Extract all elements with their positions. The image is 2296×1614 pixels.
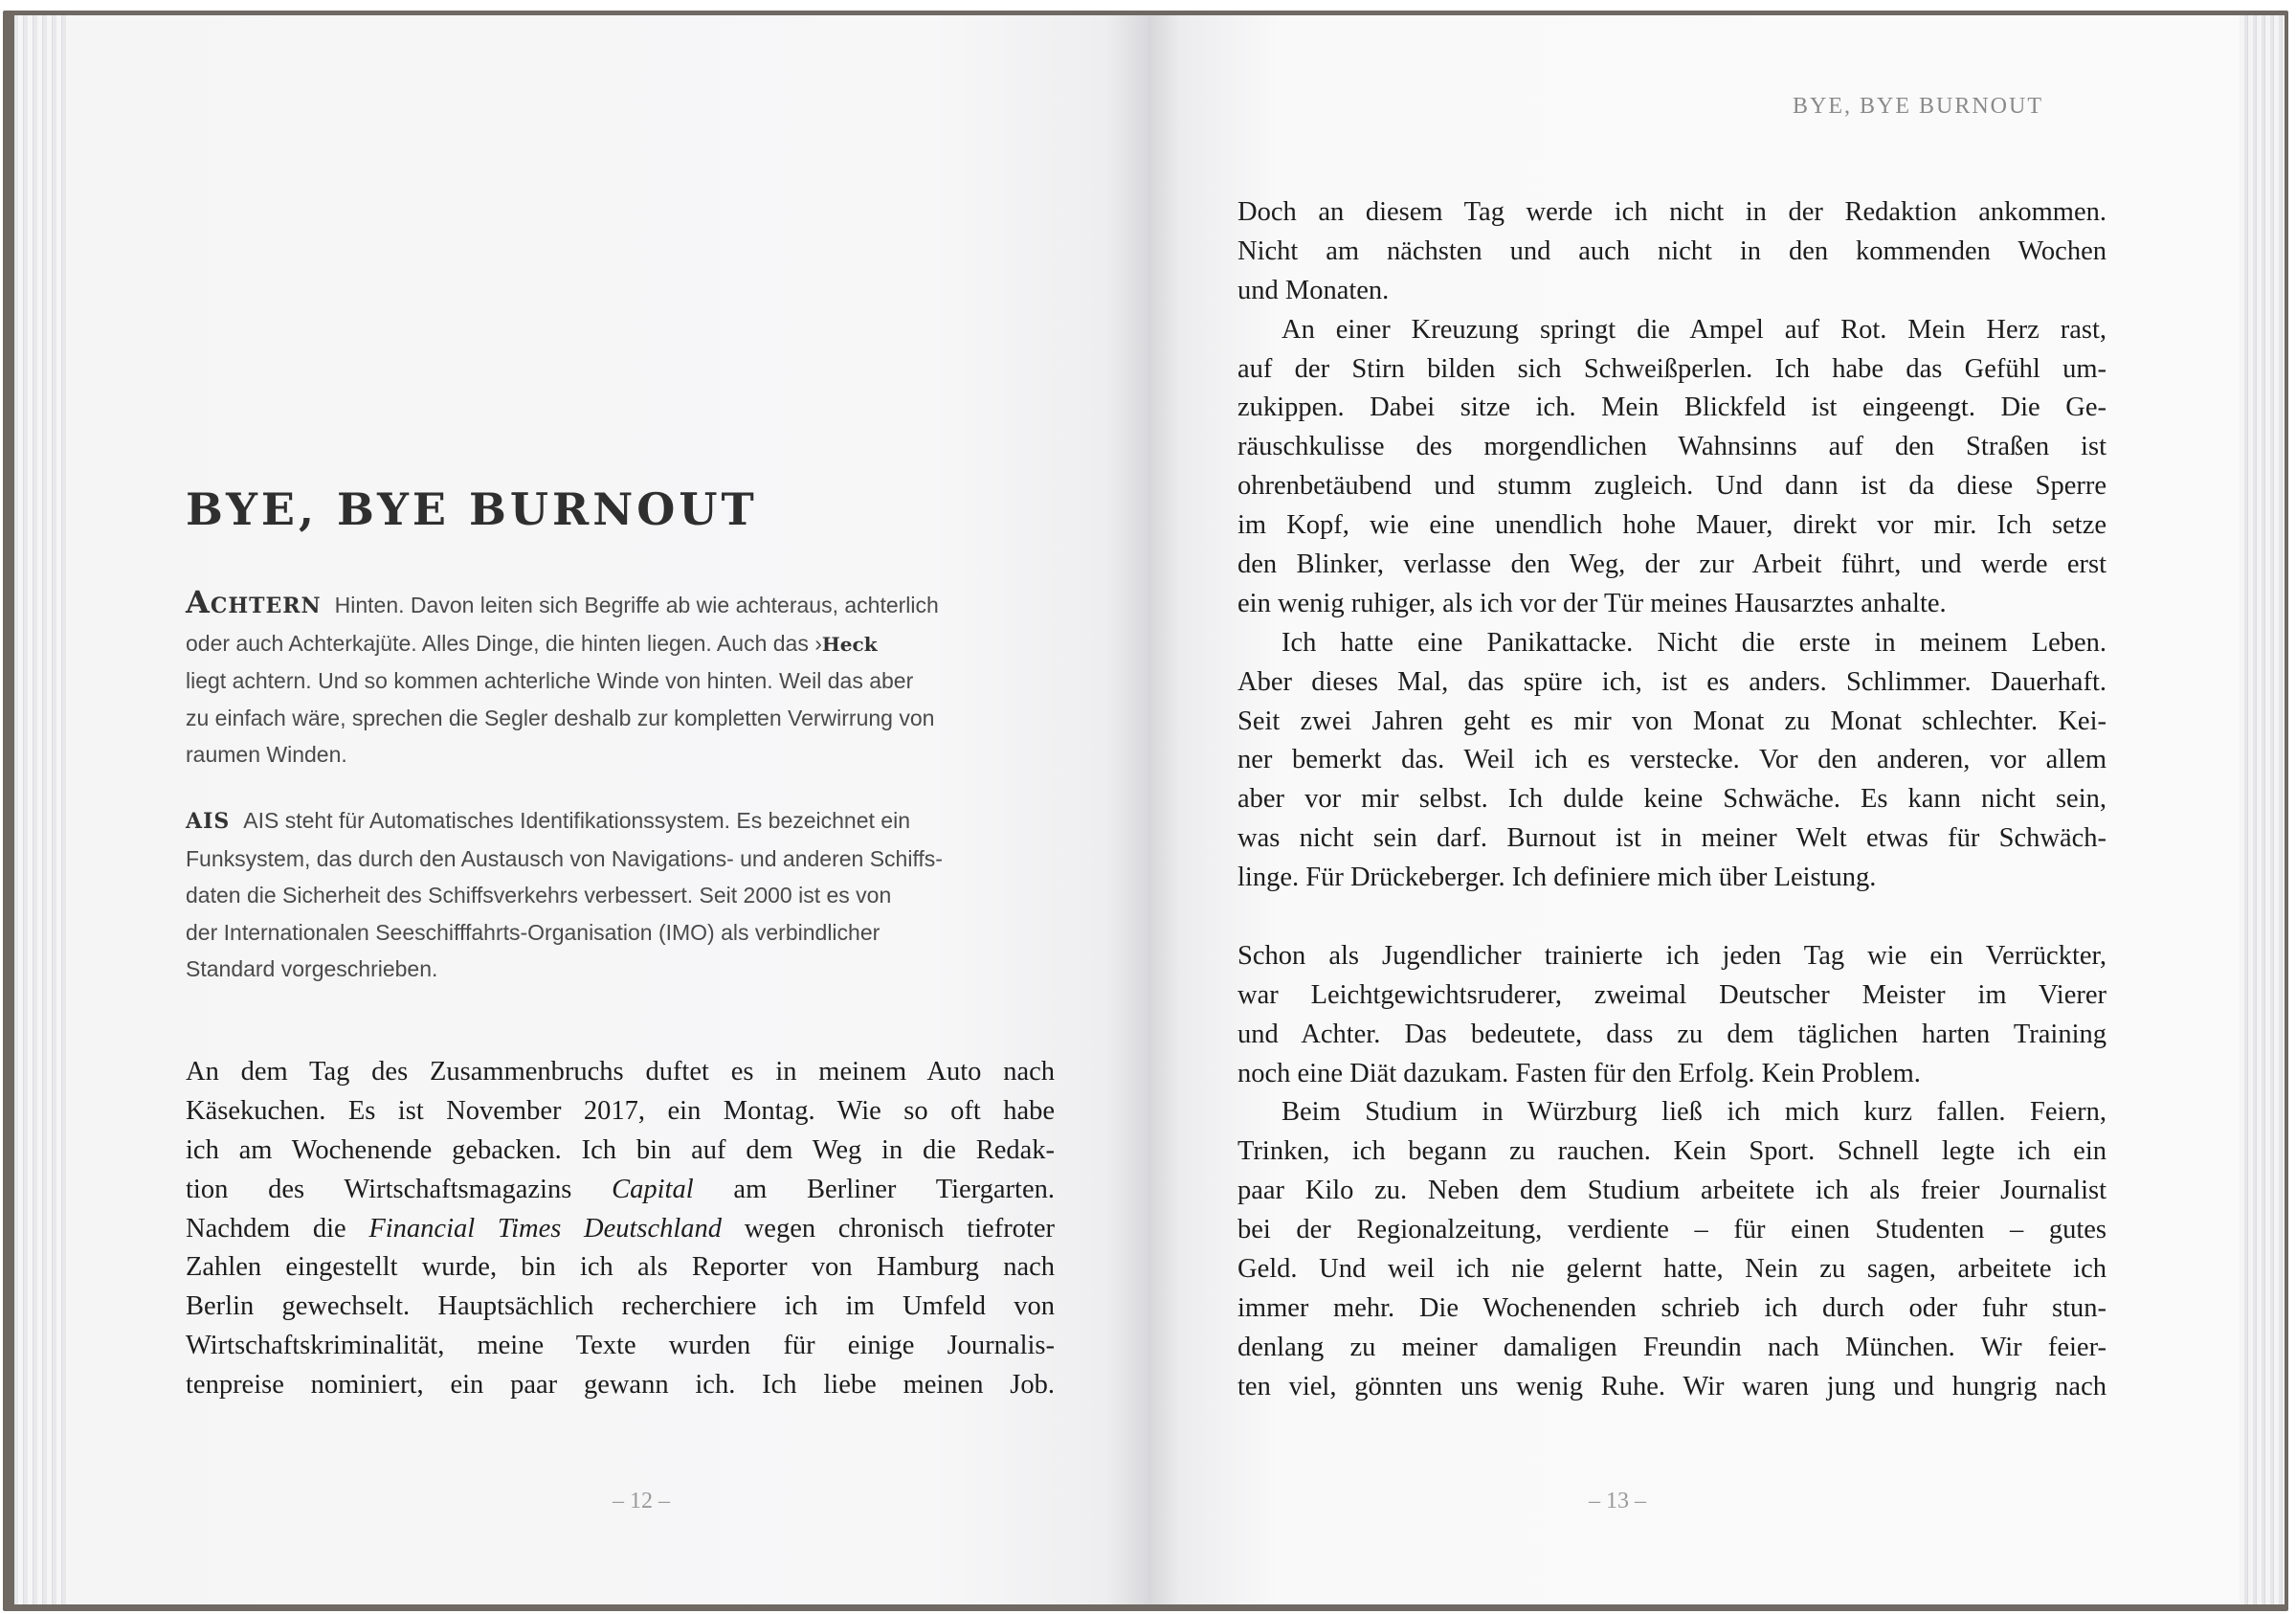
- text-line: ner bemerkt das. Weil ich es verstecke. Vor den anderen, vor allem: [1237, 745, 2107, 775]
- glossary-line: [186, 877, 1047, 914]
- text-line: Ich hatte eine Panikattacke. Nicht die erste in meinem Leben.: [1282, 627, 2107, 658]
- text-line: [186, 1327, 1055, 1366]
- text-line: auf der Stirn bilden sich Schweißperlen. Ich habe das Gefühl um-: [1237, 353, 2107, 384]
- glossary-text: AIS steht für Automatisches Identifikationssystem. Es bezeichnet ein: [243, 808, 910, 833]
- text-line: im Kopf, wie eine unendlich hohe Mauer, direkt vor mir. Ich setze: [1237, 510, 2107, 541]
- glossary-text: Funksystem, das durch den Austausch von Navigations- und anderen Schiffs-: [186, 845, 943, 871]
- text-line: ten viel, gönnten uns wenig Ruhe. Wir waren jung und hungrig nach: [1237, 1371, 2107, 1401]
- glossary-term: ACHTERN: [186, 584, 322, 620]
- glossary-line: [186, 951, 1047, 988]
- text-line: [186, 1366, 1055, 1405]
- text-line: [186, 1288, 1055, 1327]
- glossary-text: raumen Winden.: [186, 742, 347, 767]
- right-body-text: [1237, 193, 2107, 1407]
- glossary-line: [186, 700, 1047, 737]
- text-segment: wegen chronisch tiefroter: [722, 1213, 1055, 1244]
- text-line: den Blinker, verlasse den Weg, der zur Arbeit führt, und werde erst: [1237, 549, 2107, 580]
- glossary-text: Standard vorgeschrieben.: [186, 956, 438, 981]
- cross-reference: Heck: [821, 632, 878, 656]
- text-line: [186, 1210, 1055, 1249]
- glossary-text: liegt achtern. Und so kommen achterliche Winde von hinten. Weil das aber: [186, 668, 914, 693]
- text-line: bei der Regionalzeitung, verdiente – für einen Studenten – gutes: [1237, 1215, 2107, 1245]
- chapter-title: BYE, BYE BURNOUT: [186, 483, 758, 535]
- text-line: linge. Für Drückeberger. Ich definiere mich über Leistung.: [1237, 863, 1877, 893]
- text-segment: Zahlen eingestellt wurde, bin ich als Reporter von Hamburg nach: [186, 1252, 1055, 1283]
- text-line: zukippen. Dabei sitze ich. Mein Blickfeld ist eingeengt. Die Ge-: [1237, 392, 2107, 423]
- text-line: war Leichtgewichtsruderer, zweimal Deutscher Meister im Vierer: [1237, 979, 2107, 1010]
- text-segment: tion des Wirtschaftsmagazins: [186, 1174, 613, 1204]
- text-line: paar Kilo zu. Neben dem Studium arbeitete ich als freier Journalist: [1237, 1176, 2107, 1206]
- text-segment: Capital: [612, 1174, 694, 1204]
- text-segment: Wirtschaftskriminalität, meine Texte wurden für einige Journalis-: [186, 1331, 1055, 1361]
- text-segment: tenpreise nominiert, ein paar gewann ich. Ich liebe meinen Job.: [186, 1370, 1055, 1401]
- text-line: Seit zwei Jahren geht es mir von Monat zu Monat schlechter. Kei-: [1237, 706, 2107, 736]
- page-edges-left: [14, 15, 72, 1604]
- glossary-entry-ais: [186, 802, 1047, 988]
- glossary-line: [186, 802, 1047, 841]
- text-segment: am Berliner Tiergarten.: [693, 1174, 1055, 1204]
- text-line: noch eine Diät dazukam. Fasten für den Erfolg. Kein Problem.: [1237, 1058, 1921, 1088]
- text-line: [186, 1053, 1055, 1092]
- page-number-left: – 12 –: [613, 1489, 670, 1513]
- text-line: [186, 1248, 1055, 1288]
- text-segment: Financial Times Deutschland: [368, 1213, 723, 1244]
- text-line: Trinken, ich begann zu rauchen. Kein Sport. Schnell legte ich ein: [1237, 1136, 2107, 1167]
- page-number-right: – 13 –: [1589, 1489, 1646, 1513]
- page-edges-right: [2239, 15, 2285, 1604]
- text-line: Schon als Jugendlicher trainierte ich jeden Tag wie ein Verrückter,: [1237, 940, 2107, 971]
- text-line: [186, 1092, 1055, 1132]
- text-line: und Monaten.: [1237, 275, 1390, 305]
- text-line: Nicht am nächsten und auch nicht in den kommenden Wochen: [1237, 235, 2107, 266]
- text-line: was nicht sein darf. Burnout ist in meiner Welt etwas für Schwäch-: [1237, 823, 2107, 854]
- text-line: denlang zu meiner damaligen Freundin nach München. Wir feier-: [1237, 1332, 2107, 1362]
- blank-line: [1237, 898, 2107, 937]
- glossary-line: [186, 914, 1047, 952]
- text-line: und Achter. Das bedeutete, dass zu dem täglichen harten Training: [1237, 1019, 2107, 1049]
- glossary-text: zu einfach wäre, sprechen die Segler deshalb zur kompletten Verwirrung von: [186, 705, 935, 730]
- text-line: [186, 1132, 1055, 1171]
- text-line: aber vor mir selbst. Ich dulde keine Schwäche. Es kann nicht sein,: [1237, 784, 2107, 815]
- text-line: [186, 1171, 1055, 1210]
- glossary-line: [186, 736, 1047, 773]
- text-line: An einer Kreuzung springt die Ampel auf Rot. Mein Herz rast,: [1282, 314, 2107, 345]
- text-segment: Berlin gewechselt. Hauptsächlich recherchiere ich im Umfeld von: [186, 1291, 1055, 1322]
- glossary-line: [186, 662, 1047, 700]
- glossary-text: oder auch Achterkajüte. Alles Dinge, die hinten liegen. Auch das ›: [186, 630, 822, 656]
- text-segment: An dem Tag des Zusammenbruchs duftet es in meinem Auto nach: [186, 1057, 1055, 1087]
- text-segment: Käsekuchen. Es ist November 2017, ein Montag. Wie so oft habe: [186, 1095, 1055, 1126]
- text-line: Beim Studium in Würzburg ließ ich mich kurz fallen. Feiern,: [1282, 1097, 2107, 1128]
- running-head: BYE, BYE BURNOUT: [1793, 94, 2044, 119]
- glossary-text: daten die Sicherheit des Schiffsverkehrs verbessert. Seit 2000 ist es von: [186, 883, 892, 908]
- glossary-line: [186, 625, 1047, 663]
- text-line: ohrenbetäubend und stumm zugleich. Und dann ist da diese Sperre: [1237, 471, 2107, 502]
- left-body-text: [186, 1053, 1055, 1405]
- text-line: Doch an diesem Tag werde ich nicht in der Redaktion ankommen.: [1237, 197, 2107, 227]
- text-segment: ich am Wochenende gebacken. Ich bin auf dem Weg in die Redak-: [186, 1134, 1055, 1165]
- glossary-line: [186, 584, 1047, 625]
- glossary-text: der Internationalen Seeschifffahrts-Organisation (IMO) als verbindlicher: [186, 919, 881, 945]
- glossary-entry-achtern: [186, 584, 1047, 773]
- text-segment: Nachdem die: [186, 1213, 369, 1244]
- text-line: Geld. Und weil ich nie gelernt hatte, Nein zu sagen, arbeitete ich: [1237, 1254, 2107, 1285]
- text-line: räuschkulisse des morgendlichen Wahnsinns auf den Straßen ist: [1237, 432, 2107, 462]
- text-line: Aber dieses Mal, das spüre ich, ist es anders. Schlimmer. Dauerhaft.: [1237, 666, 2107, 697]
- text-line: immer mehr. Die Wochenenden schrieb ich durch oder fuhr stun-: [1237, 1292, 2107, 1323]
- text-line: ein wenig ruhiger, als ich vor der Tür meines Hausarztes anhalte.: [1237, 588, 1947, 618]
- glossary-term: AIS: [186, 809, 231, 834]
- glossary-line: [186, 841, 1047, 878]
- glossary-text: Hinten. Davon leiten sich Begriffe ab wie achteraus, achterlich: [334, 593, 939, 617]
